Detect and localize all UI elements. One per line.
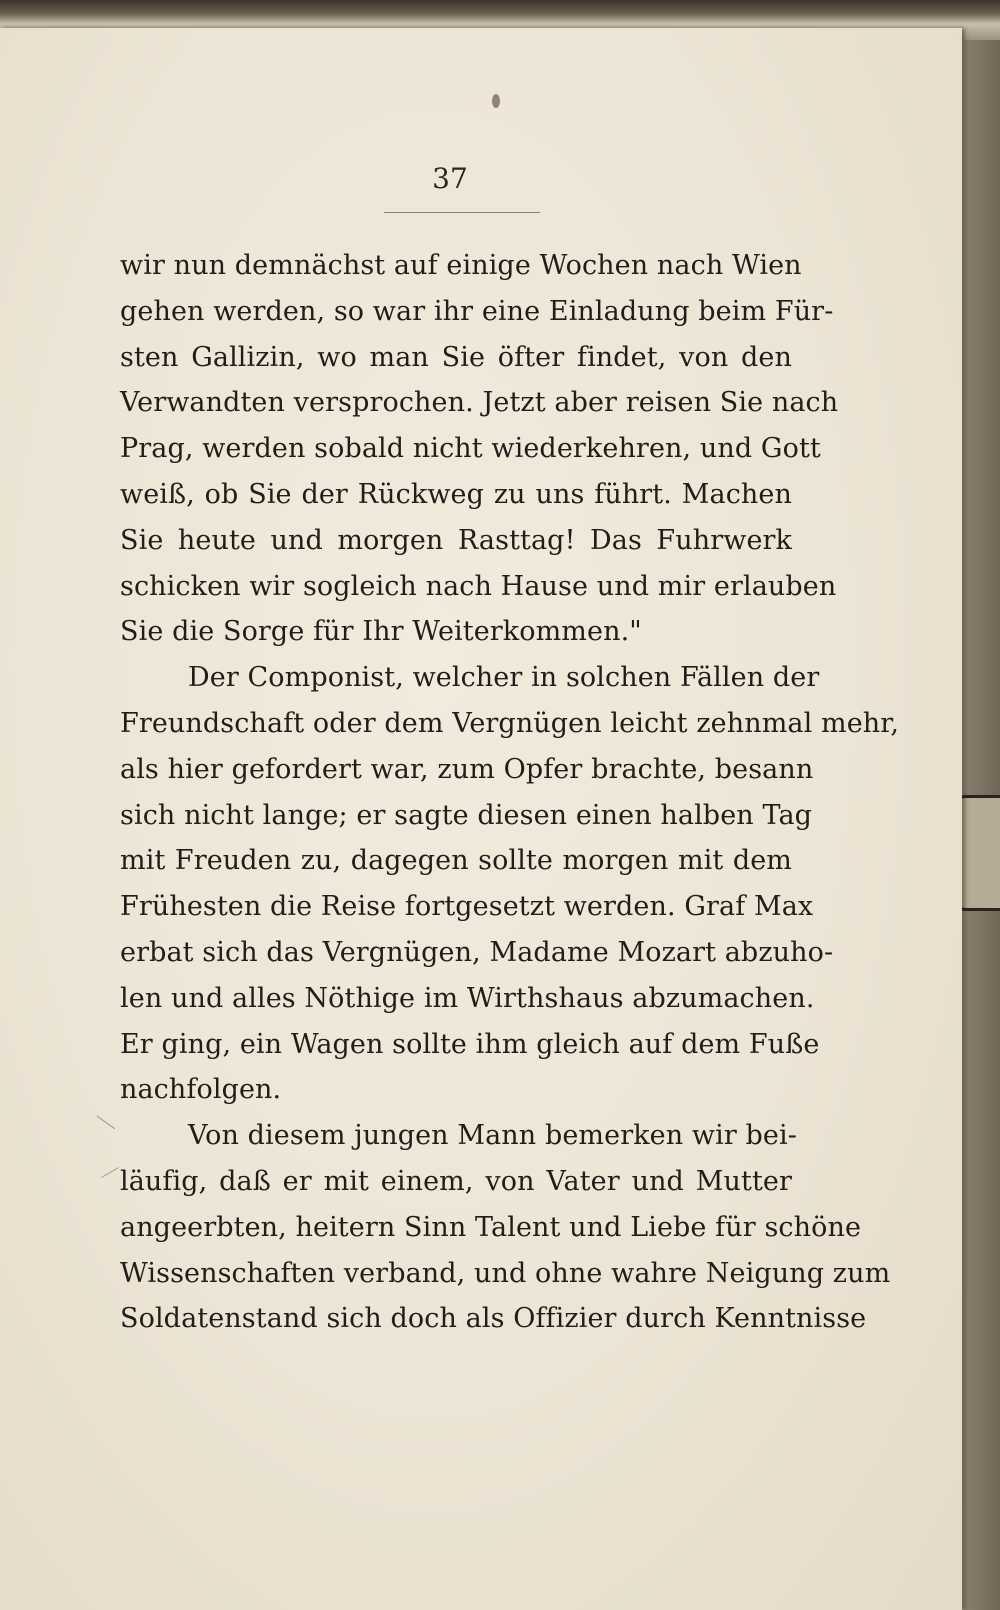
text-line: Sie heute und morgen Rasttag! Das Fuhrwerk — [120, 524, 792, 556]
text-line: erbat sich das Vergnügen, Madame Mozart abzuho- — [120, 936, 834, 968]
ink-spot — [492, 94, 500, 108]
text-line: Wissenschaften verband, und ohne wahre Neigung zum — [120, 1257, 891, 1289]
text-line: len und alles Nöthige im Wirthshaus abzumachen. — [120, 982, 815, 1014]
text-line: Er ging, ein Wagen sollte ihm gleich auf dem Fuße — [120, 1028, 820, 1060]
text-line: sten Gallizin, wo man Sie öfter findet, von den — [120, 341, 792, 373]
text-line: gehen werden, so war ihr eine Einladung beim Für- — [120, 295, 834, 327]
text-line: Freundschaft oder dem Vergnügen leicht zehnmal mehr, — [120, 707, 900, 739]
text-line: nachfolgen. — [120, 1074, 282, 1106]
text-line: wir nun demnächst auf einige Wochen nach Wien — [120, 250, 802, 281]
text-line: weiß, ob Sie der Rückweg zu uns führt. Machen — [120, 478, 792, 510]
page-number: 37 — [432, 162, 468, 195]
text-line: Der Componist, welcher in solchen Fällen der — [188, 662, 820, 694]
body-text — [120, 243, 900, 1342]
text-line: läufig, daß er mit einem, von Vater und Mutter — [120, 1165, 792, 1197]
text-line: Soldatenstand sich doch als Offizier durch Kenntnisse — [120, 1303, 867, 1335]
text-line: sich nicht lange; er sagte diesen einen halben Tag — [120, 799, 813, 831]
text-line: Von diesem jungen Mann bemerken wir bei- — [188, 1120, 797, 1152]
text-line: Prag, werden sobald nicht wiederkehren, und Gott — [120, 433, 821, 465]
header-rule — [384, 212, 540, 213]
text-line: als hier gefordert war, zum Opfer brachte, besann — [120, 753, 814, 785]
text-line: Frühesten die Reise fortgesetzt werden. Graf Max — [120, 891, 814, 923]
text-line: schicken wir sogleich nach Hause und mir erlauben — [120, 570, 837, 602]
text-line: Verwandten versprochen. Jetzt aber reisen Sie nach — [120, 387, 839, 419]
text-line: mit Freuden zu, dagegen sollte morgen mit dem — [120, 845, 792, 877]
text-line: Sie die Sorge für Ihr Weiterkommen." — [120, 616, 642, 648]
text-line: angeerbten, heitern Sinn Talent und Liebe für schöne — [120, 1211, 862, 1243]
